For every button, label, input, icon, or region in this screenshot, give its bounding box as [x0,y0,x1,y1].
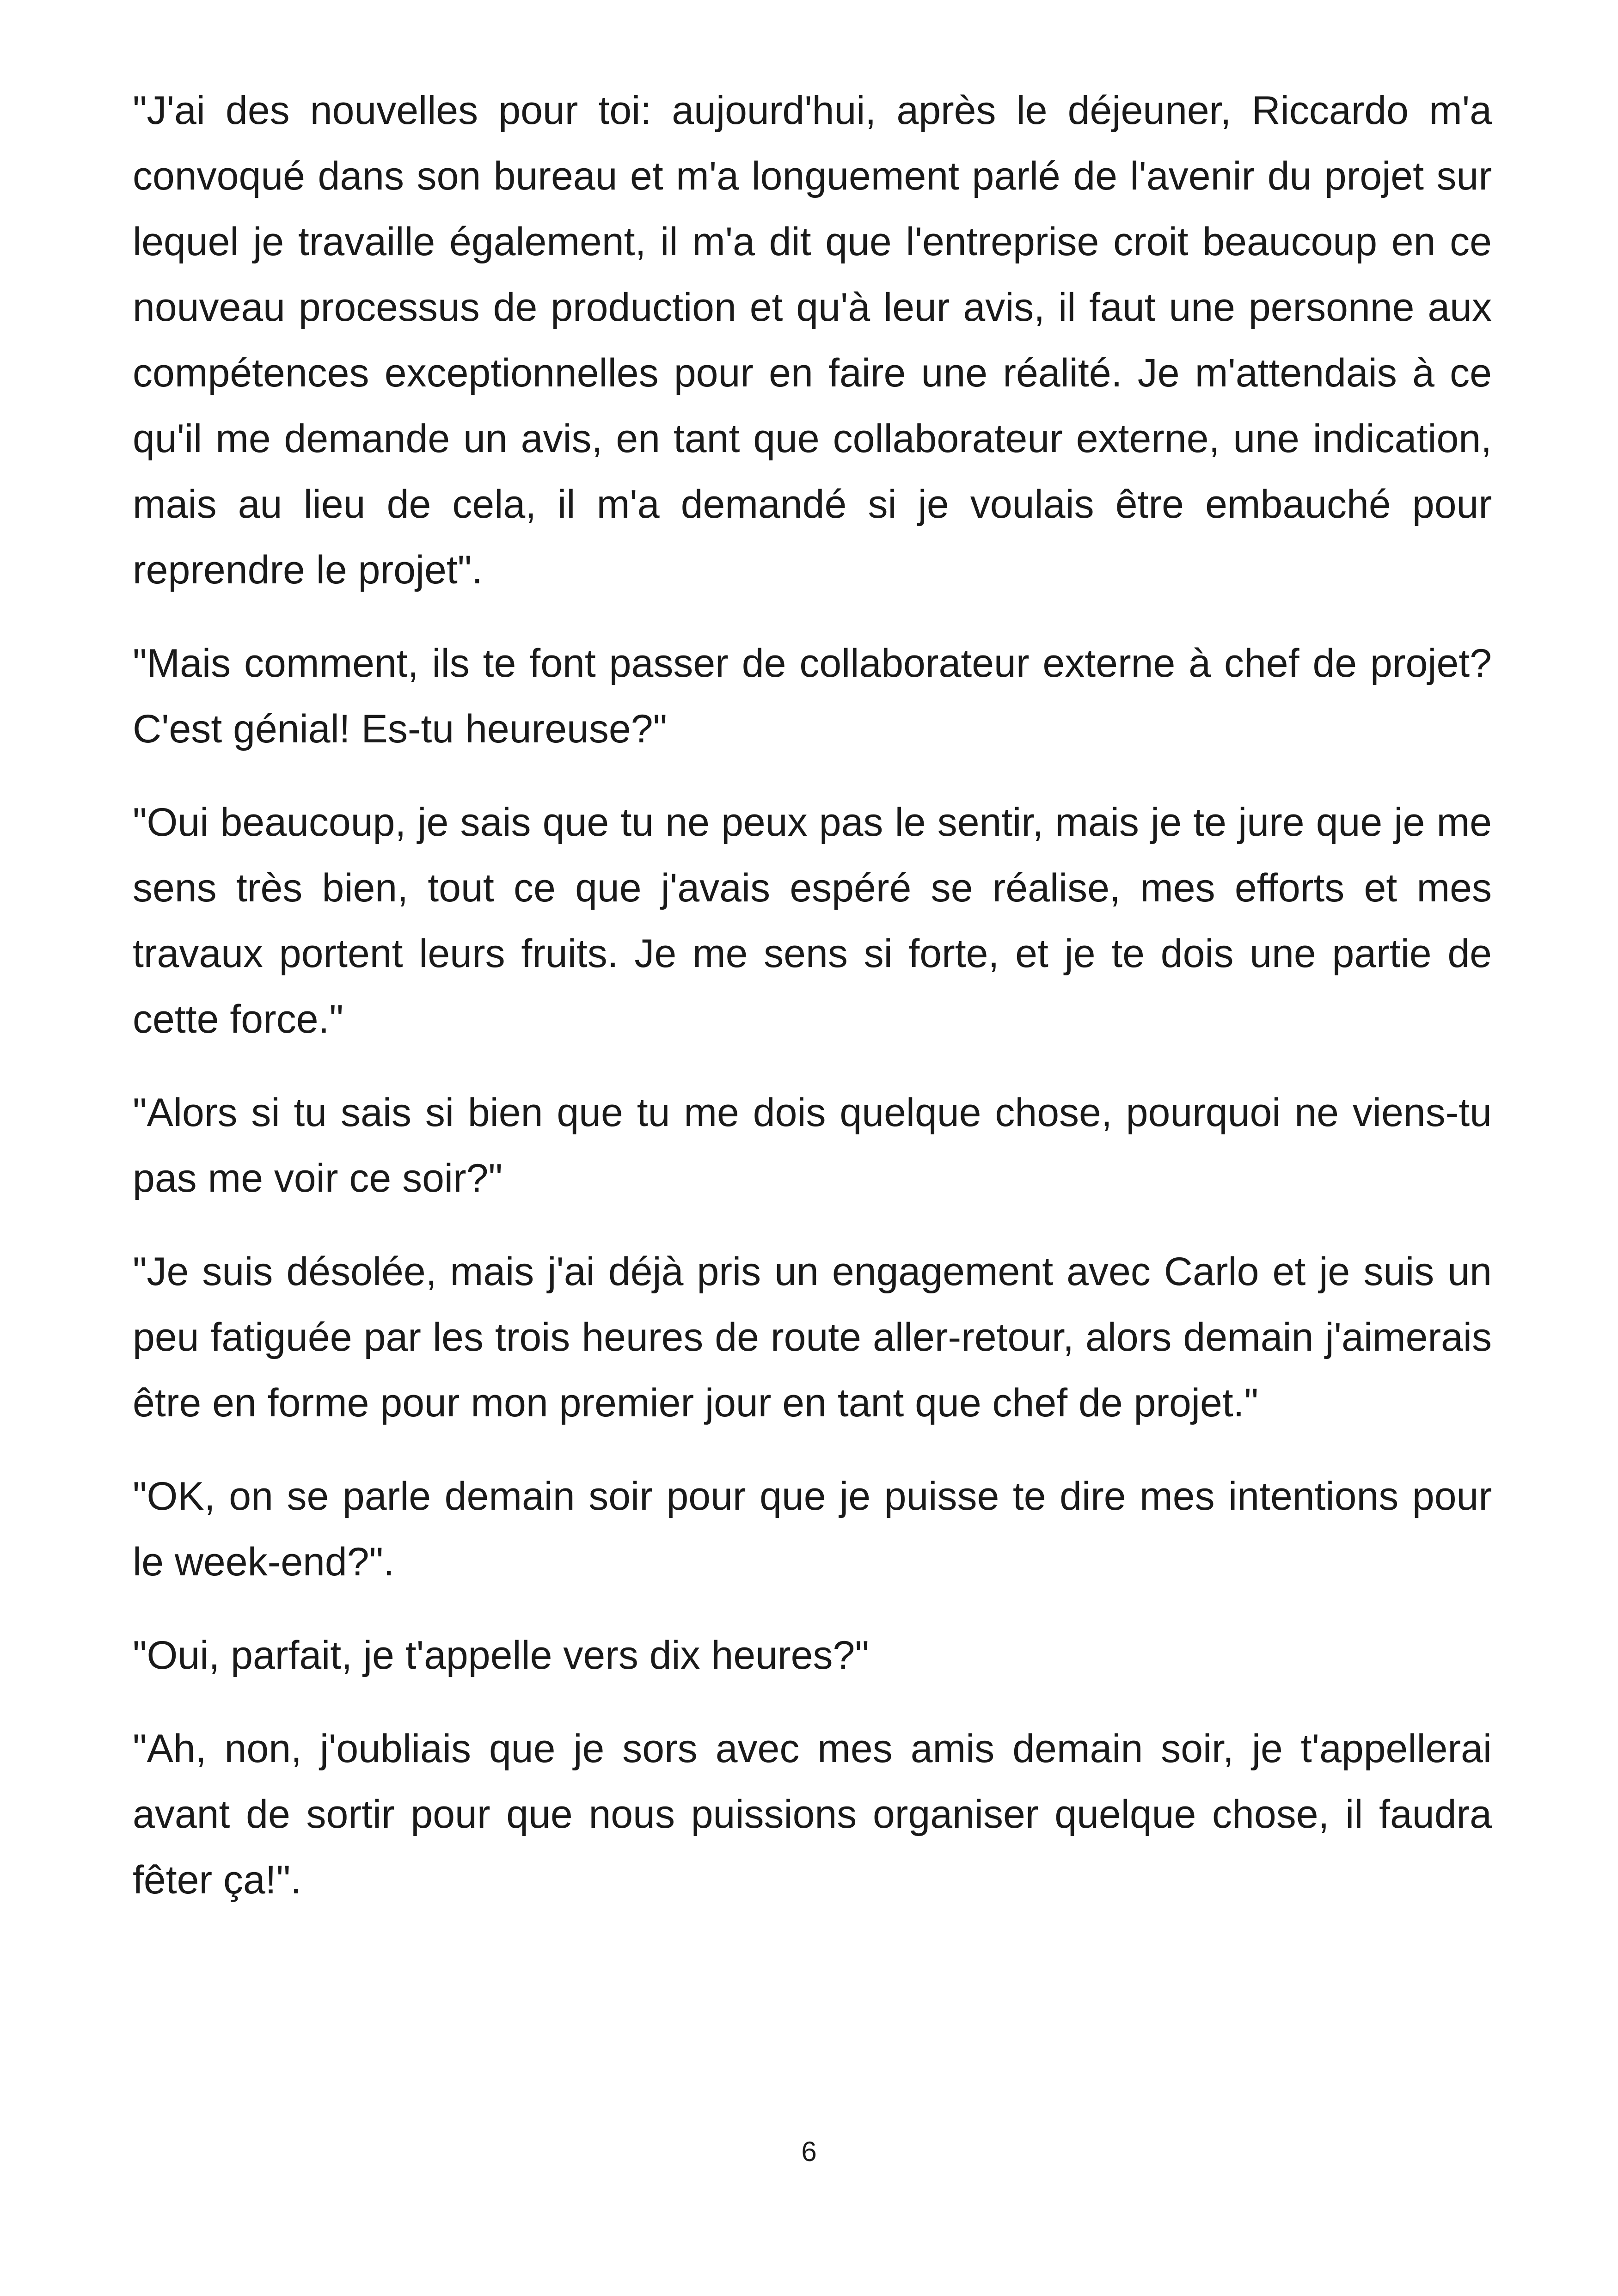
paragraph-4: "Alors si tu sais si bien que tu me dois quelque chose, pourquoi ne viens-tu pas me voir ce soir?" [133,1090,1492,1200]
paragraph-6: "OK, on se parle demain soir pour que je puisse te dire mes intentions pour le week-end?". [133,1474,1492,1584]
page-body [133,78,1492,1941]
paragraph-8: "Ah, non, j'oubliais que je sors avec mes amis demain soir, je t'appellerai avant de sortir pour que nous puissions organiser quelque chose, il faudra fêter ça!". [133,1727,1492,1902]
paragraph-1: "J'ai des nouvelles pour toi: aujourd'hui, après le déjeuner, Riccardo m'a convoqué dans son bureau et m'a longuement parlé de l'avenir du projet sur lequel je travaille également, il m'a dit que l'entreprise croit beaucoup en ce nouveau processus de production et qu'à leur avis, il faut une personne aux compétences exceptionnelles pour en faire une réalité. Je m'attendais à ce qu'il me demande un avis, en tant que collaborateur externe, une indication, mais au lieu de cela, il m'a demandé si je voulais être embauché pour reprendre le projet". [133,88,1492,592]
paragraph-5: "Je suis désolée, mais j'ai déjà pris un engagement avec Carlo et je suis un peu fatiguée par les trois heures de route aller-retour, alors demain j'aimerais être en forme pour mon premier jour en tant que chef de projet." [133,1249,1492,1425]
paragraph-7: "Oui, parfait, je t'appelle vers dix heures?" [133,1633,869,1678]
paragraph-2: "Mais comment, ils te font passer de collaborateur externe à chef de projet? C'est génial! Es-tu heureuse?" [133,641,1492,751]
paragraph-3: "Oui beaucoup, je sais que tu ne peux pas le sentir, mais je te jure que je me sens très bien, tout ce que j'avais espéré se réalise, mes efforts et mes travaux portent leurs fruits. Je me sens si forte, et je te dois une partie de cette force." [133,800,1492,1041]
page-number: 6 [801,2136,817,2167]
